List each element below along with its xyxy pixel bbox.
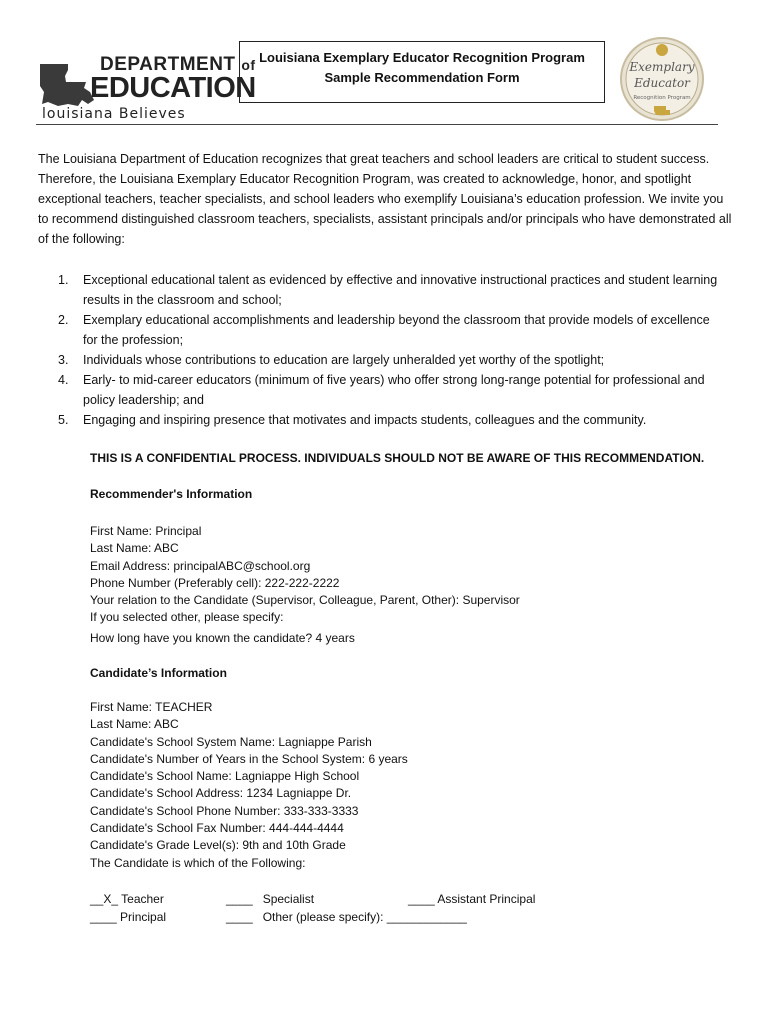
criteria-item: 4. Early- to mid-career educators (minimum of five years) who offer strong long-range potential for professional and policy leadership; and bbox=[58, 373, 705, 407]
candidate-line: Candidate's School Phone Number: 333-333-3333 bbox=[90, 803, 359, 818]
recommender-section-title: Recommender's Information bbox=[90, 487, 253, 501]
louisiana-state-icon bbox=[38, 62, 96, 110]
criteria-item: 1. Exceptional educational talent as evidenced by effective and innovative instructional practices and student learning results in the classroom and school; bbox=[58, 273, 718, 307]
recommender-other: If you selected other, please specify: bbox=[90, 610, 284, 625]
criteria-item: 5. Engaging and inspiring presence that motivates and impacts students, colleagues and the community. bbox=[58, 413, 647, 427]
candidate-line: Candidate's School Address: 1234 Lagniappe Dr. bbox=[90, 786, 352, 801]
recommender-first-name: First Name: Principal bbox=[90, 524, 202, 538]
candidate-info bbox=[90, 699, 408, 872]
recommender-info bbox=[90, 523, 520, 647]
exemplary-educator-seal bbox=[620, 36, 704, 122]
logo-department-text: DEPARTMENT of bbox=[100, 54, 256, 75]
candidate-type-column-1 bbox=[90, 890, 166, 926]
recommender-last-name: Last Name: ABC bbox=[90, 541, 179, 556]
candidate-type-column-3 bbox=[408, 890, 535, 908]
page-header bbox=[36, 36, 722, 128]
option-principal: ____ Principal bbox=[90, 910, 167, 924]
logo-education-text: EDUCATION bbox=[90, 72, 256, 104]
option-assistant-principal: ____ Assistant Principal bbox=[408, 892, 536, 906]
confidential-notice: THIS IS A CONFIDENTIAL PROCESS. INDIVIDUALS SHOULD NOT BE AWARE OF THIS RECOMMENDATION. bbox=[90, 451, 705, 465]
candidate-line: Candidate's School System Name: Lagniappe Parish bbox=[90, 734, 372, 749]
criteria-item: 3. Individuals whose contributions to education are largely unheralded yet worthy of the spotlight; bbox=[58, 353, 605, 367]
intro-paragraph: The Louisiana Department of Education recognizes that great teachers and school leaders are critical to student success. Therefore, the Louisiana Exemplary Educator Recognition Program, was created to acknowledge, honor, and spotlight exceptional teachers, teacher specialists, and school leaders who exemplify Louisiana’s education profession. We invite you to recommend distinguished classroom teachers, specialists, assistant principals and/or principals who have demonstrated all of the following: bbox=[38, 152, 732, 246]
department-of-education-logo bbox=[36, 42, 256, 122]
criteria-item: 2. Exemplary educational accomplishments and leadership beyond the classroom that provide models of excellence for the profession; bbox=[58, 313, 710, 347]
recommender-phone: Phone Number (Preferably cell): 222-222-2222 bbox=[90, 575, 340, 590]
option-specialist: ____ Specialist bbox=[226, 892, 315, 906]
form-title-box bbox=[239, 41, 605, 103]
form-subtitle: Sample Recommendation Form bbox=[324, 70, 520, 85]
candidate-line: Candidate's School Fax Number: 444-444-4444 bbox=[90, 821, 344, 836]
recommender-relation: Your relation to the Candidate (Supervisor, Colleague, Parent, Other): Supervisor bbox=[90, 593, 520, 608]
header-divider bbox=[36, 124, 718, 125]
candidate-line: Candidate's Grade Level(s): 9th and 10th Grade bbox=[90, 838, 346, 853]
option-teacher: __X_ Teacher bbox=[90, 892, 164, 906]
option-other: ____ Other (please specify): ____________ bbox=[226, 910, 467, 924]
seal-text-exemplary: Exemplary bbox=[629, 60, 695, 74]
candidate-line: Candidate's School Name: Lagniappe High School bbox=[90, 769, 360, 784]
program-title: Louisiana Exemplary Educator Recognition Program bbox=[259, 50, 585, 65]
candidate-line: Candidate's Number of Years in the School System: 6 years bbox=[90, 751, 408, 766]
criteria-list bbox=[38, 270, 738, 430]
recommender-email: Email Address: principalABC@school.org bbox=[90, 558, 311, 573]
candidate-line: Last Name: ABC bbox=[90, 717, 179, 732]
candidate-section-title: Candidate’s Information bbox=[90, 666, 227, 680]
candidate-line: First Name: TEACHER bbox=[90, 700, 213, 714]
logo-tagline: louisiana Believes bbox=[42, 106, 186, 122]
candidate-line: The Candidate is which of the Following: bbox=[90, 855, 306, 870]
seal-text-educator: Educator bbox=[634, 76, 690, 90]
recommender-how-long: How long have you known the candidate? 4 years bbox=[90, 630, 355, 645]
seal-text-program: Recognition Program bbox=[633, 95, 691, 101]
